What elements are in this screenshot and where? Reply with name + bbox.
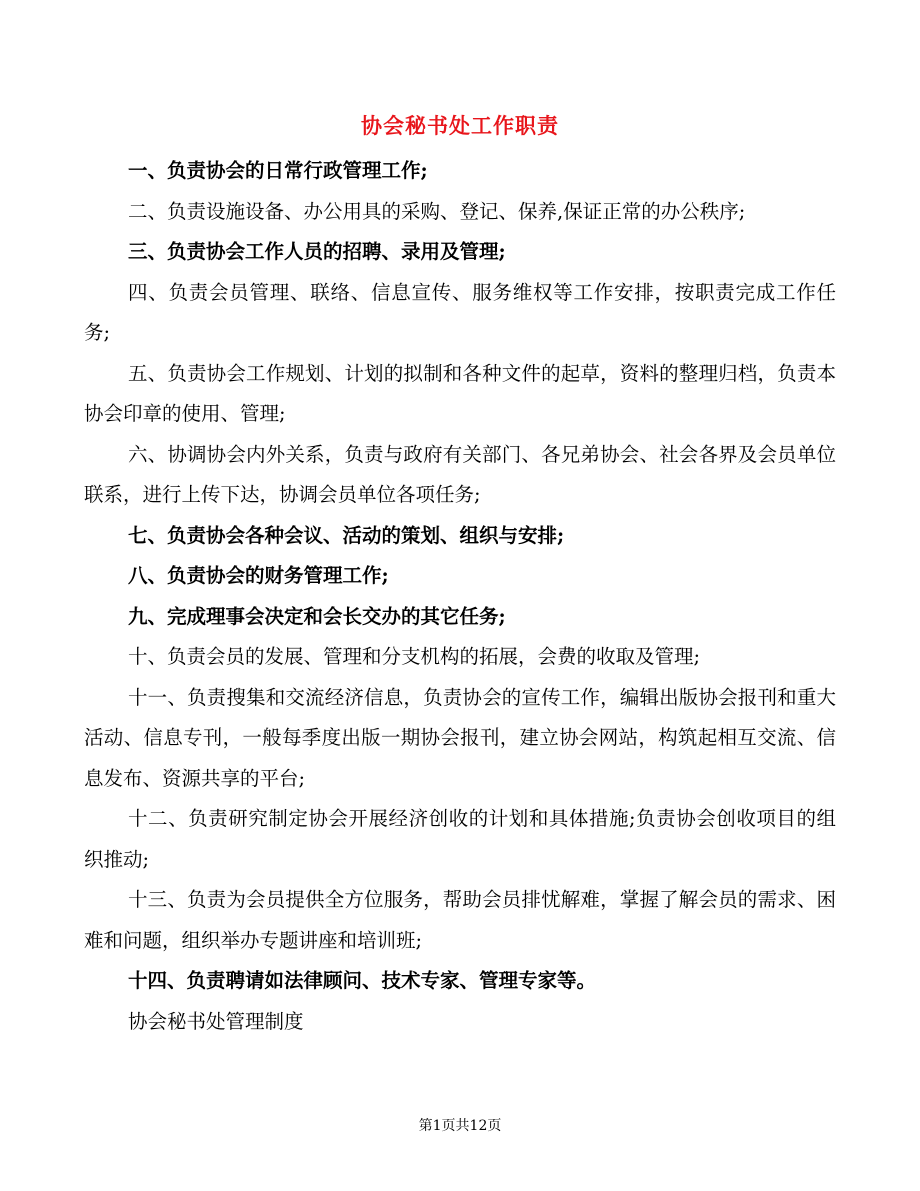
paragraph-14: 十四、负责聘请如法律顾问、技术专家、管理专家等。 xyxy=(128,969,597,992)
document-body xyxy=(84,151,836,1042)
document-title: 协会秘书处工作职责 xyxy=(361,113,559,138)
paragraph-1: 一、负责协会的日常行政管理工作; xyxy=(128,159,428,182)
paragraph-11: 十一、负责搜集和交流经济信息，负责协会的宣传工作，编辑出版协会报刊和重大活动、信息专刊，一般每季度出版一期协会报刊，建立协会网站，构筑起相互交流、信息发布、资源共享的平台; xyxy=(84,685,836,790)
paragraph-9: 九、完成理事会决定和会长交办的其它任务; xyxy=(128,604,506,628)
page-number-footer: 第1页共12页 xyxy=(418,1118,502,1134)
paragraph-7: 七、负责协会各种会议、活动的策划、组织与安排; xyxy=(128,523,565,547)
paragraph-4: 四、负责会员管理、联络、信息宣传、服务维权等工作安排，按职责完成工作任务; xyxy=(84,280,836,344)
paragraph-13: 十三、负责为会员提供全方位服务，帮助会员排忧解难，掌握了解会员的需求、困难和问题，组织举办专题讲座和培训班; xyxy=(84,888,836,952)
paragraph-3: 三、负责协会工作人员的招聘、录用及管理; xyxy=(128,240,506,263)
paragraph-6: 六、协调协会内外关系，负责与政府有关部门、各兄弟协会、社会各界及会员单位联系，进行上传下达，协调会员单位各项任务; xyxy=(84,442,836,506)
paragraph-8: 八、负责协会的财务管理工作; xyxy=(128,564,389,587)
paragraph-15: 协会秘书处管理制度 xyxy=(128,1009,304,1033)
paragraph-10: 十、负责会员的发展、管理和分支机构的拓展，会费的收取及管理; xyxy=(128,645,701,668)
paragraph-2: 二、负责设施设备、办公用具的采购、登记、保养,保证正常的办公秩序; xyxy=(128,199,746,223)
paragraph-12: 十二、负责研究制定协会开展经济创收的计划和具体措施;负责协会创收项目的组织推动; xyxy=(84,807,836,871)
paragraph-5: 五、负责协会工作规划、计划的拟制和各种文件的起草，资料的整理归档，负责本协会印章的使用、管理; xyxy=(84,361,836,425)
